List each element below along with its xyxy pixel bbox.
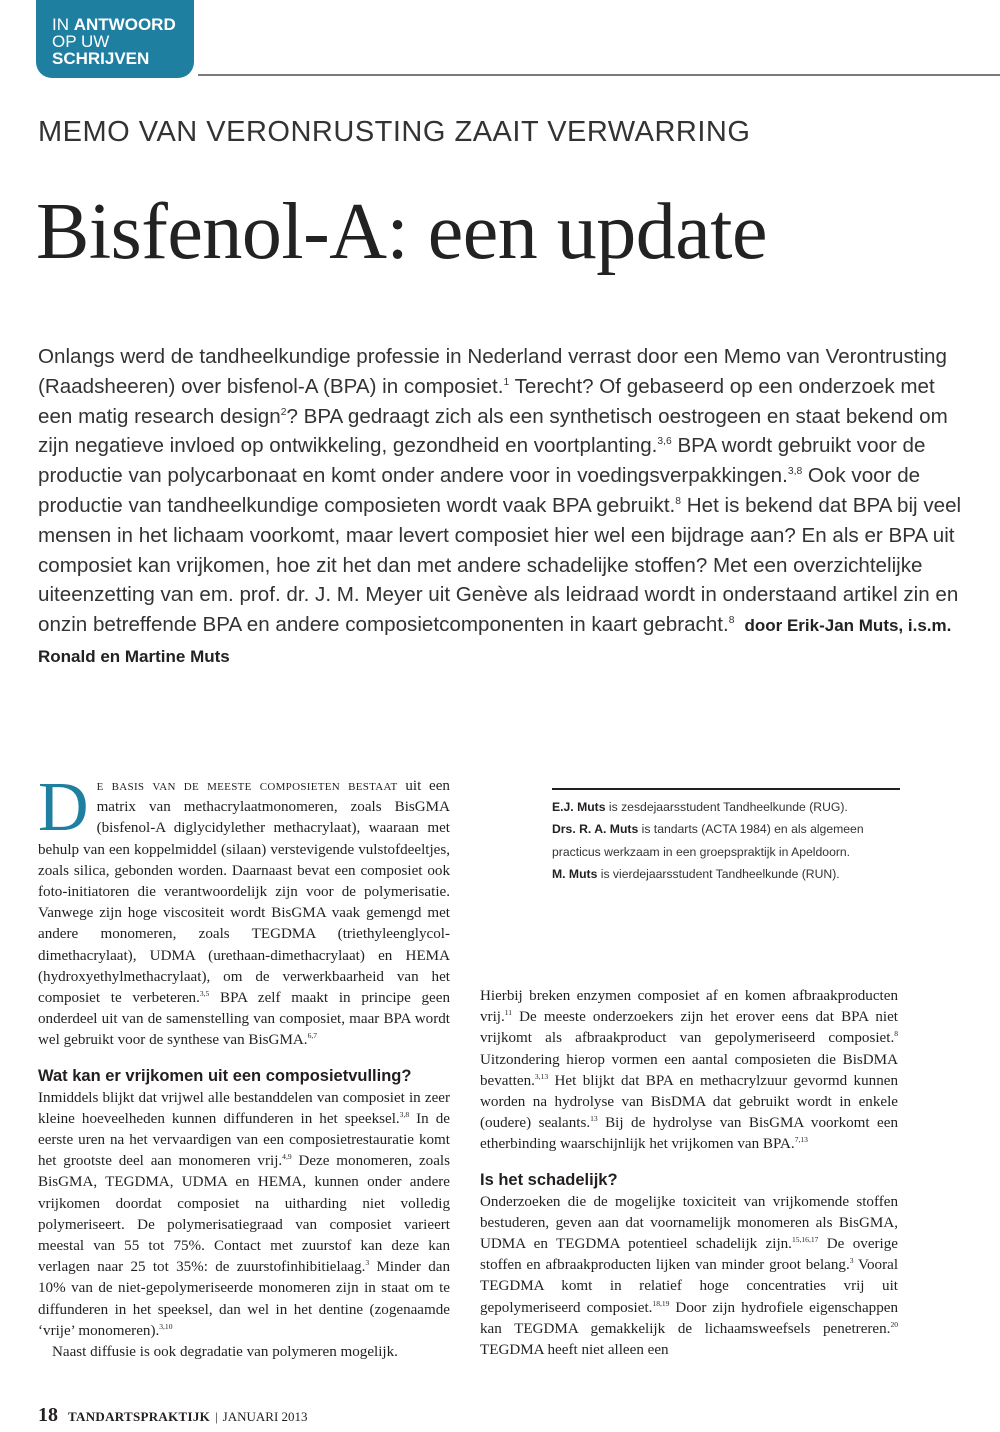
author-desc: is zesdejaarsstudent Tandheelkunde (RUG). (605, 800, 848, 814)
intro-text: Ook voor de productie van tandheelkundige composieten wordt vaak BPA gebruikt. (38, 464, 921, 517)
author-desc: is vierdejaarsstudent Tandheelkunde (RUN). (597, 867, 840, 882)
ref-sup: 13 (590, 1114, 598, 1124)
intro-text: ? BPA gedraagt zich als een synthetisch oestrogeen en staat bekend om zijn negatieve invloed op ontwikkeling, gezondheid en voortplanting. (38, 404, 948, 458)
body-paragraph (480, 1192, 898, 1362)
page-footer (38, 1404, 308, 1427)
body-text: uit een matrix van methacrylaatmonomeren, zoals BisGMA (bisfenol-A diglycidylether methacrylaat), waaraan met behulp van een koppelmiddel (silaan) verstevigende vulstofdeeltjes, zoals silica, gebonden worden. Daarnaast bevat een composiet ook foto-initiatoren die verantwoordelijk zijn voor de polymerisatie. Vanwege zijn hoge viscositeit wordt BisGMA vaak gemengd met andere monomeren, zoals TEGDMA (triethyleenglycol-dimethacrylaat), UDMA (urethaan-dimethacrylaat) en HEMA (hydroxyethylmethacrylaat), om de verwerkbaarheid van het composiet te verbeteren. (38, 778, 450, 1007)
author-line (552, 818, 900, 863)
body-text: Bij de hydrolyse van BisGMA voorkomt een etherbinding waarschijnlijk het vrijkomen van BPA. (480, 1115, 898, 1153)
intro-text: BPA wordt gebruikt voor de productie van polycarbonaat en komt onder andere voor in voedingsverpakkingen. (38, 434, 926, 488)
body-column-left (38, 769, 450, 1363)
body-paragraph (38, 769, 450, 1052)
ref-sup: 20 (890, 1319, 898, 1329)
body-column-right (480, 986, 898, 1361)
ref-sup: 3,8 (399, 1109, 410, 1119)
author-line (552, 863, 900, 885)
author-desc: is tandarts (ACTA 1984) en als algemeen practicus werkzaam in een groepspraktijk in Apeldoorn. (552, 822, 864, 859)
ref-sup: 2 (280, 406, 287, 418)
body-text: In de eerste uren na het vervaardigen van een composietrestauratie komt het grootste deel aan monomeren vrij. (38, 1110, 450, 1170)
intro-text: Terecht? Of gebaseerd op een onderzoek met een matig research design (38, 374, 935, 428)
body-text: TEGDMA heeft niet alleen een (480, 1342, 669, 1359)
ref-sup: 8 (728, 615, 735, 627)
lead-smallcaps: e basis van de meeste composieten bestaat (96, 778, 398, 794)
body-text: Inmiddels blijkt dat vrijwel alle bestanddelen van composiet in zeer kleine hoeveelheden kunnen diffunderen in het speeksel. (38, 1089, 450, 1127)
ref-sup: 3,8 (787, 466, 803, 478)
intro-text: Onlangs werd de tandheelkundige professie in Nederland verrast door een Memo van Verontrusting (Raadsheeren) over bisfenol-A (BPA) in composiet. (38, 345, 947, 398)
ref-sup: 4,9 (282, 1152, 292, 1162)
ref-sup: 3,13 (534, 1071, 549, 1081)
ref-sup: 8 (675, 496, 682, 508)
ref-sup: 8 (894, 1029, 898, 1039)
footer-separator: | (215, 1409, 218, 1424)
section-tab-antwoord: ANTWOORD (73, 15, 176, 34)
body-text: Onderzoeken die de mogelijke toxiciteit van vrijkomende stoffen bestuderen, geven aan dat voornamelijk monomeren als BisGMA, UDMA en TEGDMA potentieel schadelijk zijn. (480, 1193, 898, 1253)
subheading-vrijkomen: Wat kan er vrijkomen uit een composietvulling? (38, 1066, 412, 1085)
kicker: MEMO VAN VERONRUSTING ZAAIT VERWARRING (38, 116, 751, 148)
body-text: Het blijkt dat BPA en methacrylzuur gevormd kunnen worden na hydrolyse van BisDMA dat gebruikt wordt in enkele (oudere) sealants. (480, 1072, 898, 1132)
ref-sup: 3,6 (657, 436, 672, 448)
issue-date: JANUARI 2013 (222, 1409, 308, 1424)
body-text: Hierbij breken enzymen composiet af en komen afbraakproducten vrij. (480, 988, 898, 1026)
ref-sup: 3 (365, 1258, 370, 1268)
subheading-schadelijk: Is het schadelijk? (480, 1170, 618, 1189)
body-text: Deze monomeren, zoals BisGMA, TEGDMA, UDMA en HEMA, kunnen onder andere vrijkomen doordat composiet na uitharding niet volledig polymeriseert. De polymerisatiegraad van composiet varieert meestal van 55 tot 75%. Contact met zuurstof kan deze kan verlagen naar 25 tot 35%: de zuurstofinhibitielaag. (38, 1153, 450, 1276)
headline: Bisfenol-A: een update (36, 188, 767, 276)
body-text: De meeste onderzoekers zijn het erover eens dat BPA niet vrijkomt als afbraakproduct van gepolymeriseerd composiet. (480, 1009, 898, 1047)
page-number: 18 (38, 1404, 58, 1426)
body-text: BPA zelf maakt in principe geen onderdeel uit van de samenstelling van composiet, maar BPA wordt wel gebruikt voor de synthese van BisGMA. (38, 990, 450, 1049)
ref-sup: 11 (504, 1008, 513, 1018)
body-paragraph: Naast diffusie is ook degradatie van polymeren mogelijk. (52, 1344, 398, 1361)
section-tab-line2: OP UW (52, 32, 110, 51)
ref-sup: 7,13 (794, 1135, 808, 1145)
section-tab-line3: SCHRIJVEN (52, 49, 150, 68)
ref-sup: 3,10 (159, 1321, 173, 1331)
body-paragraph (480, 986, 898, 1156)
intro-text: Het is bekend dat BPA bij veel mensen in het lichaam voorkomt, maar levert composiet hier wel een bijdrage aan? En als er BPA uit composiet kan vrijkomen, hoe zit het dan met andere schadelijke stoffen? Met een overzichtelijke uiteenzetting van em. prof. dr. J. M. Meyer uit Genève als leidraad wordt in onderstaand artikel zin en onzin betreffende BPA en andere composietcomponenten in kaart gebracht. (38, 493, 962, 637)
top-rule (198, 74, 1000, 76)
body-text: Minder dan 10% van de niet-gepolymeriseerde monomeren zijn in staat om te diffunderen in het speeksel, dan wel in het dentine (zogenaamde ‘vrije’ monomeren). (38, 1259, 450, 1339)
ref-sup: 3 (849, 1256, 854, 1266)
section-tab-in: IN (52, 15, 69, 34)
ref-sup: 3,5 (199, 989, 210, 998)
drop-cap: D (38, 769, 89, 846)
ref-sup: 18,19 (652, 1298, 670, 1308)
section-tab (36, 0, 194, 78)
byline: door Erik-Jan Muts, i.s.m. Ronald en Martine Muts (38, 616, 952, 666)
body-text: Vooral TEGDMA komt in relatief hoge concentraties vrij uit gepolymeriseerd composiet. (480, 1257, 899, 1316)
author-name: E.J. Muts (552, 800, 606, 814)
body-text: Door zijn hydrofiele eigenschappen kan TEGDMA gemakkelijk de lichaamsweefsels penetreren. (480, 1299, 898, 1337)
body-paragraph (38, 1088, 450, 1342)
body-text: Uitzondering hierop vormen een aantal composieten die BisDMA bevatten. (480, 1051, 898, 1089)
author-name: Drs. R. A. Muts (552, 822, 639, 837)
ref-sup: 1 (503, 376, 510, 388)
magazine-name: TANDARTSPRAKTIJK (68, 1409, 211, 1424)
intro-paragraph (38, 342, 968, 672)
author-name: M. Muts (552, 867, 598, 882)
author-box (552, 788, 900, 886)
body-text: De overige stoffen en afbraakproducten lijken van minder groot belang. (480, 1236, 898, 1274)
ref-sup: 15,16,17 (791, 1235, 819, 1244)
ref-sup: 6,7 (307, 1031, 317, 1041)
section-tab-line1 (52, 16, 194, 33)
author-line (552, 796, 900, 818)
